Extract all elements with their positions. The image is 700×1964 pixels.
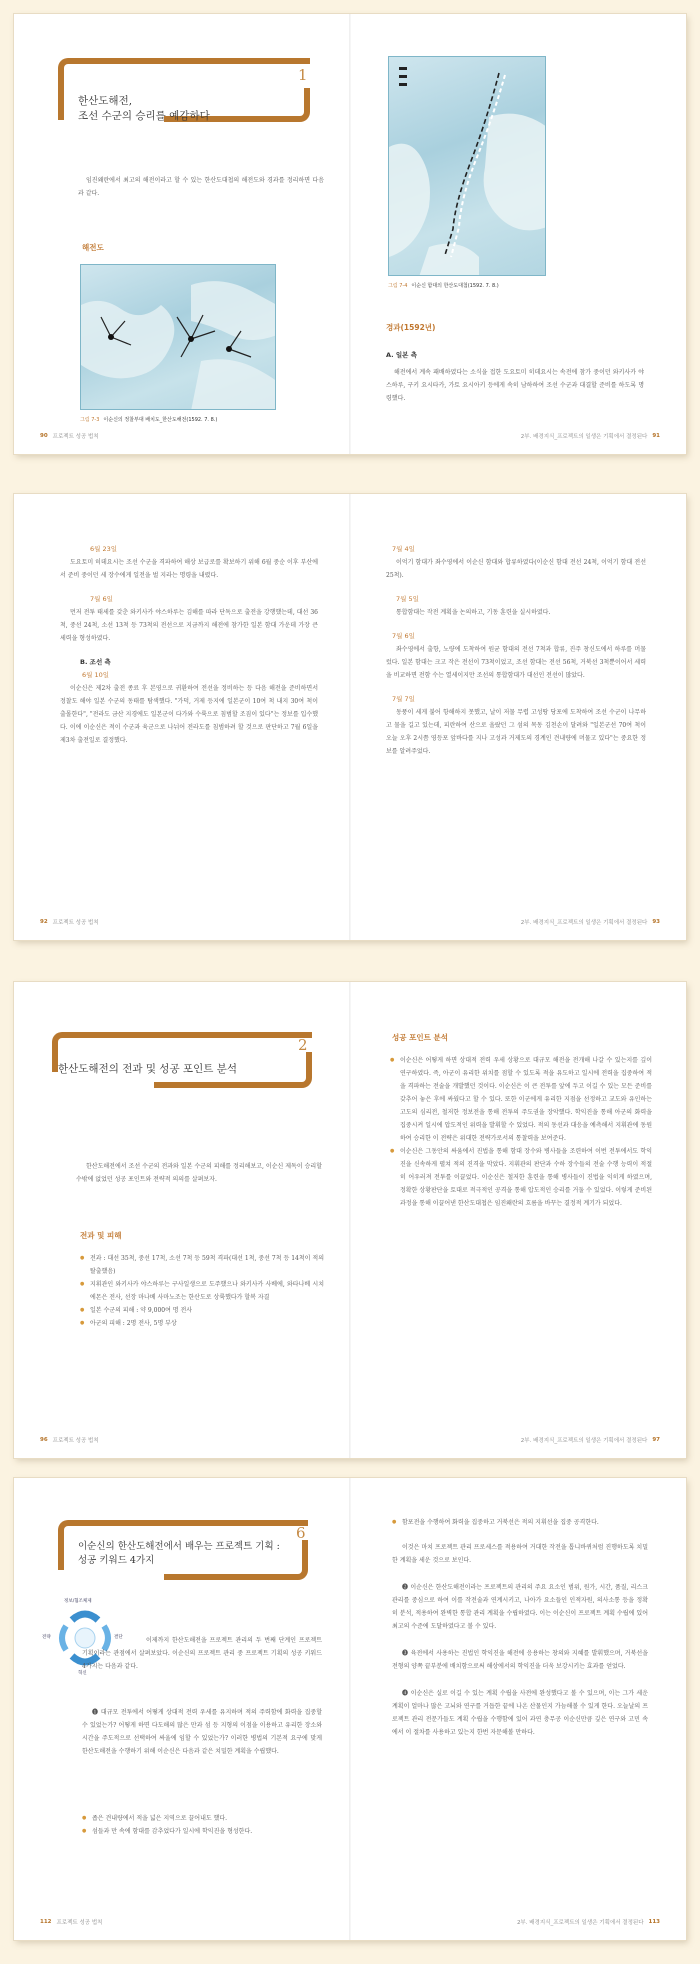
body-paragraph: 해전에서 계속 패배하였다는 소식을 접한 도요토미 히데요시는 속전에 참가 중이던 와키사카 야스하루, 구키 요시타카, 가토 요시아키 등에게 속히 남하하여 조선 수군과 대결할 준비를 하도록 명령했다. <box>386 369 644 402</box>
date-heading: 7월 6일 <box>90 595 113 603</box>
numbered-item-4: ❹ 이순신은 실로 이길 수 있는 계획 수립을 사전에 완성했다고 볼 수 있으며, 이는 그가 세운 계획이 얼마나 많은 고뇌와 연구를 거듭한 끝에 나온 산물인지 가늠해볼 수 있게 한다. 오늘날의 프로젝트 관리 전문가들도 계획 수립을 수행함에 있어 과연 충무공 이순신만큼 깊은 연구와 고민 속에서 이 절차를 사용하고 있는지 한번 자문해볼 만하다. <box>392 1690 648 1736</box>
figure-caption: 그림 7-4 이순신 함대의 한산도대첩(1592. 7. 8.) <box>388 283 499 289</box>
spread-pages-92-93 <box>14 494 686 940</box>
numbered-item-2: ❷ 이순신은 한산도해전이라는 프로젝트의 관리의 주요 요소인 범위, 원가, 시간, 품질, 리스크 관리를 중심으로 하여 이를 작전술과 연계시키고, 나아가 요소들인 인적자원, 의사소통 등을 정확히 분석, 적용하여 완벽한 통합 관리 계획을 수립하였다. 이는 이순신이 프로젝트 계획 수립에 있어 최고의 수준에 도달하였다고 볼 수 있다. <box>392 1584 648 1630</box>
page-92 <box>14 494 350 940</box>
intro-paragraph: 한산도해전에서 조선 수군의 전과와 일본 수군의 피해를 정리해보고, 이순신 제독이 승리할 수밖에 없었던 성공 포인트와 전략적 의의를 살펴보자. <box>76 1163 322 1183</box>
list-item: ● 지휘관인 와키사카 야스하루는 구사일생으로 도주했으나 와키사카 사베에, 와타나베 시치에몬은 전사, 선장 마나베 사마노조는 한산도로 상륙했다가 할복 자결 <box>80 1278 324 1304</box>
section-heading: 성공 포인트 분석 <box>392 1033 448 1042</box>
diagram-label-top: 정보/협조체제 <box>64 1599 92 1604</box>
date-heading: 7월 7일 <box>392 695 415 703</box>
section-heading: 경과(1592년) <box>386 323 436 332</box>
list-item: ● 아군의 피해 : 2명 전사, 5명 부상 <box>80 1317 324 1330</box>
list-item: ● 좁은 견내량에서 적을 넓은 지역으로 끌어내도 했다. <box>82 1812 322 1825</box>
body-paragraph: 동풍이 세게 불어 항해하지 못했고, 날이 저물 무렵 고성땅 당포에 도착하여 조선 수군이 나무하고 물을 길고 있는데, 피란하여 산으로 올랐던 그 섬의 목동 김천손이 달려와 "일본군선 70여 척이 오늘 오후 2시쯤 영등포 앞바다를 지나 고성과 거제도의 경계인 견내량에 머물고 있다"는 중요한 정보를 알려주었다. <box>386 709 646 755</box>
page-folio: 90 프로젝트 성공 법칙 <box>40 433 99 440</box>
diagram-label-left: 전략 <box>42 1635 51 1640</box>
figure-caption: 그림 7-3 이순신의 정찰부대 배치도_한산도해전(1592. 7. 8.) <box>80 417 218 423</box>
page-folio: 2부. 배경지식_프로젝트의 일생은 기획에서 결정된다 93 <box>520 919 660 926</box>
intro-paragraph: 이제까지 한산도해전을 프로젝트 관리의 두 번째 단계인 프로젝트 기획이라는 관점에서 살펴보았다. 이순신의 프로젝트 관리 중 프로젝트 기획의 성공 키워드 4가지는 다음과 같다. <box>82 1637 322 1670</box>
chapter-title: 이순신의 한산도해전에서 배우는 프로젝트 기획 : 성공 키워드 4가지 <box>78 1541 280 1566</box>
bullet-list <box>390 1054 652 1210</box>
list-item: ● 일본 수군의 피해 : 약 9,000여 명 전사 <box>80 1304 324 1317</box>
list-item: ● 이순신은 어떻게 하면 상대적 전력 우세 상황으로 대규모 해전을 전개해 나갈 수 있는지를 깊이 연구하였다. 즉, 아군이 유리한 위치를 점할 수 있도록 적을 유도하고 일시에 전력을 집중하여 적을 격파하는 전술을 개발했던 것이다. 이순신은 이 큰 전투를 앞에 두고 이길 수 있는 모든 준비를 갖추어 놓은 후에 싸웠다고 할 수 있다. 또한 이군에게 유리한 지점을 선정하고 교도와 유인하는 고도의 심리전, 철저한 정보전을 통해 전투의 주도권을 장악했다. 학익진을 통해 아군의 화력을 집중시켜 일시에 압도적인 위력을 발휘할 수 있었다. 적의 동선과 대응을 예측해서 지휘관에 동원하여 승리한 이 전략은 위대한 전략가로서의 통찰력을 보여준다. <box>390 1054 652 1145</box>
page-folio: 2부. 배경지식_프로젝트의 일생은 기획에서 결정된다 91 <box>520 433 660 440</box>
chapter-number: 2 <box>298 1036 308 1054</box>
page-folio: 92 프로젝트 성공 법칙 <box>40 919 99 926</box>
body-paragraph: 이순신은 제2차 출전 종료 후 본영으로 귀환하여 전선을 정비하는 등 다음 해전을 준비하면서 정찰도 해야 일본 수군의 동태를 탐색했다. "가덕, 거제 등지에 일본군이 10여 척 내지 30여 척이 출몰한다", "전라도 금산 지경에도 일본군이 다가와 수륙으로 침범할 조짐이 있다"는 정보를 입수했다. 이에 이순신은 적이 수군과 육군으로 나뉘어 전라도를 침범하려 할 것으로 판단하고 7월 6일을 제3차 출전일로 결정했다. <box>60 685 318 744</box>
bullet-list <box>80 1252 324 1330</box>
page-91 <box>350 14 686 454</box>
list-item: ● 전과 : 대선 35척, 중선 17척, 소선 7척 등 59척 격파(대선 1척, 중선 7척 등 14척이 적의 탈출했음) <box>80 1252 324 1278</box>
list-item: ● 이순신은 그동안의 싸움에서 진법을 통해 함대 장수와 병사들을 조련하여 이번 전투에서도 학익진을 신속하게 펼쳐 적의 진격을 막았다. 지휘관의 판단과 수하 장수들의 전술 수행 능력이 적절히 어우러져 전투를 이끌었다. 이순신은 철저한 훈련을 통해 병사들이 진법을 익히게 하였으며, 정확한 상황판단을 토대로 적극적인 공격을 통해 압도적인 승리를 거둘 수 있었다. 이렇게 준비된 과정을 통해 이끌어낸 한산도대첩은 임진왜란의 흐름을 바꾸는 결정적 계기가 되었다. <box>390 1145 652 1210</box>
list-item: ● 함포전을 수행하여 화력을 집중하고 거북선은 적의 지휘선을 집중 공격한다. <box>392 1516 648 1529</box>
page-90 <box>14 14 350 454</box>
subsection-heading: B. 조선 측 <box>80 658 111 666</box>
numbered-item-1: ❶ 대규모 전투에서 어떻게 상대적 전력 우세를 유지하며 적의 주력함에 화력을 집중할 수 있었는가? 어떻게 하면 다도해의 많은 만과 섬 등 지형의 이점을 이용하고 유리한 장소와 시간을 주도적으로 선택하여 싸울에 임할 수 있었는가? 이러한 병법의 기본적 요구에 맞게 한산도해전을 수행하기 위해 이순신은 다음과 같은 치밀한 계획을 수립했다. <box>82 1709 322 1755</box>
page-113 <box>350 1478 686 1940</box>
chapter-number: 6 <box>296 1524 306 1542</box>
body-paragraph: 통합함대는 작전 계획을 논의하고, 기동 훈련을 실시하였다. <box>396 609 551 616</box>
body-paragraph: 먼저 전투 태세를 갖춘 와키사카 야스하루는 김해를 따라 단독으로 출전을 강행했는데, 대선 36척, 중선 24척, 소선 13척 등 73척의 전선으로 지금까지 해전에 참가한 일본 함대 가운데 가장 큰 세력을 형성하였다. <box>60 609 318 642</box>
body-paragraph: 도요토미 히데요시는 조선 수군을 격파하여 해상 보급로를 확보하기 위해 6월 중순 이후 부산에서 준비 중이던 세 장수에게 일전을 벌 지라는 명령을 내렸다. <box>60 559 318 579</box>
chapter-title: 한산도해전의 전과 및 성공 포인트 분석 <box>58 1063 237 1075</box>
spread-pages-112-113 <box>14 1478 686 1940</box>
page-97 <box>350 982 686 1458</box>
body-paragraph: 이것은 마치 프로젝트 관리 프로세스를 적용하여 거대한 작전을 톱니바퀴처럼 진행하도록 치밀한 계획을 세운 것으로 보인다. <box>392 1544 648 1564</box>
page-93 <box>350 494 686 940</box>
spread-pages-96-97 <box>14 982 686 1458</box>
subsection-heading: A. 일본 측 <box>386 351 417 359</box>
intro-paragraph: 임진왜란에서 최고의 해전이라고 할 수 있는 한산도대첩의 해전도와 경과를 정리하면 다음과 같다. <box>78 177 324 197</box>
section-heading: 전과 및 피해 <box>80 1231 122 1240</box>
date-heading: 6월 10일 <box>82 671 110 679</box>
body-paragraph: 좌수영에서 출항, 노량에 도착하여 원균 함대의 전선 7척과 합류, 진주 창신도에서 하루를 머물렀다. 일본 함대는 크고 작은 전선이 73척이었고, 조선 함대는 전선 56척, 거북선 3척뿐이어서 세력을 비교하면 전함 수는 열세이지만 조선의 통합함대가 대선인 전선이 많았다. <box>386 646 646 679</box>
page-96 <box>14 982 350 1458</box>
fleet-route-map-figure <box>388 56 546 276</box>
page-folio: 2부. 배경지식_프로젝트의 일생은 기획에서 결정된다 113 <box>516 1919 660 1926</box>
page-folio: 2부. 배경지식_프로젝트의 일생은 기획에서 결정된다 97 <box>520 1437 660 1444</box>
page-folio: 96 프로젝트 성공 법칙 <box>40 1437 99 1444</box>
page-112 <box>14 1478 350 1940</box>
date-heading: 6월 23일 <box>90 545 118 553</box>
date-heading: 7월 6일 <box>392 632 415 640</box>
chapter-number: 1 <box>298 66 308 84</box>
page-content <box>392 1516 648 1739</box>
page-folio: 112 프로젝트 성공 법칙 <box>40 1919 103 1926</box>
bullet-list <box>82 1812 322 1838</box>
section-heading: 해전도 <box>82 243 104 252</box>
date-heading: 7월 5일 <box>396 595 419 603</box>
chapter-title: 한산도해전, 조선 수군의 승리를 예감하다 <box>78 95 210 122</box>
spread-pages-90-91 <box>14 14 686 454</box>
page-content <box>60 544 318 747</box>
body-paragraph: 이억기 함대가 좌수영에서 이순신 함대와 합류하였다(이순신 함대 전선 24척, 이억기 함대 전선 25척). <box>386 559 646 579</box>
diagram-label-bottom: 혁신 <box>78 1671 87 1676</box>
list-item: ● 섬들과 만 속에 함대를 감추었다가 일시에 학익진을 형성한다. <box>82 1825 322 1838</box>
page-content <box>386 544 646 758</box>
diagram-label-right: 결단 <box>114 1635 123 1640</box>
numbered-item-3: ❸ 육전에서 사용하는 진법인 학익진을 해전에 응용하는 창의와 지혜를 발휘했으며, 거북선을 전형의 양쪽 끝부분에 배치함으로써 해상에서의 학익진을 더욱 보강시키는 효과를 얻었다. <box>392 1650 648 1670</box>
battle-map-figure <box>80 264 276 410</box>
date-heading: 7월 4일 <box>392 545 415 553</box>
